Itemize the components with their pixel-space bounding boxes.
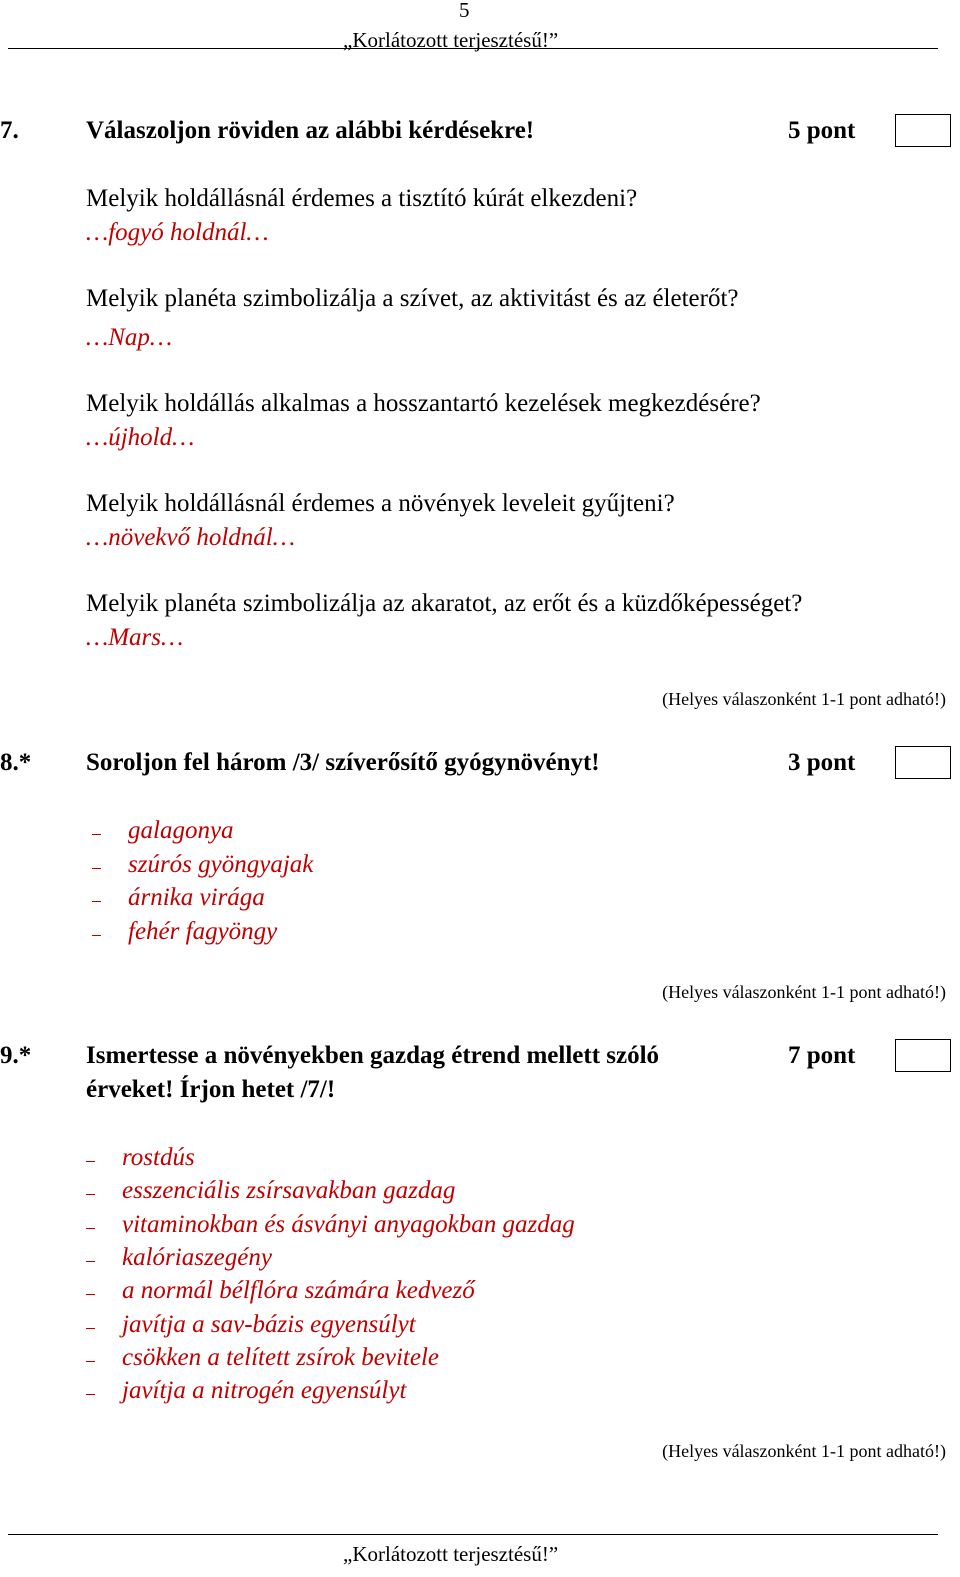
- q7-title: Válaszoljon röviden az alábbi kérdésekre!: [86, 117, 535, 144]
- page-number: 5: [459, 0, 470, 22]
- q8-number: 8.*: [0, 749, 32, 776]
- q8-title: Soroljon fel három /3/ szíverősítő gyógynövényt!: [86, 749, 600, 776]
- list-dash: [86, 1394, 95, 1395]
- q9-title-line-2: érveket! Írjon hetet /7/!: [86, 1076, 336, 1103]
- q9-number: 9.*: [0, 1042, 32, 1069]
- q8-scoring-note: (Helyes válaszonként 1-1 pont adható!): [662, 982, 946, 1002]
- q9-answer-8: javítja a nitrogén egyensúlyt: [122, 1377, 407, 1404]
- q9-answer-6: javítja a sav-bázis egyensúlyt: [122, 1311, 416, 1338]
- footer-notice: „Korlátozott terjesztésű!”: [343, 1542, 559, 1566]
- q7-answer-4: …növekvő holdnál…: [86, 524, 295, 551]
- q9-answer-1: rostdús: [122, 1144, 195, 1171]
- q9-points: 7 pont: [788, 1042, 856, 1069]
- q7-points: 5 pont: [788, 117, 856, 144]
- q7-answer-5: …Mars…: [86, 624, 184, 651]
- list-dash: [86, 1261, 95, 1262]
- list-dash: [86, 1228, 95, 1229]
- q9-answer-5: a normál bélflóra számára kedvező: [122, 1277, 475, 1304]
- list-dash: [86, 1294, 95, 1295]
- q8-points: 3 pont: [788, 749, 856, 776]
- q8-score-box[interactable]: [895, 746, 951, 779]
- q8-answer-2: szúrós gyöngyajak: [128, 851, 314, 878]
- q7-answer-2: …Nap…: [86, 324, 173, 351]
- header-rule: [8, 48, 938, 49]
- q7-answer-1: …fogyó holdnál…: [86, 219, 269, 246]
- q7-question-3: Melyik holdállás alkalmas a hosszantartó kezelések megkezdésére?: [86, 390, 761, 417]
- list-dash: [92, 834, 101, 835]
- list-dash: [92, 901, 101, 902]
- q7-scoring-note: (Helyes válaszonként 1-1 pont adható!): [662, 689, 946, 709]
- list-dash: [92, 935, 101, 936]
- q7-score-box[interactable]: [895, 114, 951, 147]
- q7-number: 7.: [0, 117, 19, 144]
- q7-question-5: Melyik planéta szimbolizálja az akaratot, az erőt és a küzdőképességet?: [86, 590, 803, 617]
- q9-answer-4: kalóriaszegény: [122, 1244, 272, 1271]
- list-dash: [86, 1161, 95, 1162]
- list-dash: [86, 1328, 95, 1329]
- q7-answer-3: …újhold…: [86, 424, 195, 451]
- q8-answer-1: galagonya: [128, 817, 234, 844]
- list-dash: [92, 868, 101, 869]
- header-notice: „Korlátozott terjesztésű!”: [343, 28, 559, 52]
- q9-title-line-1: Ismertesse a növényekben gazdag étrend mellett szóló: [86, 1042, 660, 1069]
- q9-answer-3: vitaminokban és ásványi anyagokban gazdag: [122, 1211, 575, 1238]
- q9-answer-7: csökken a telített zsírok bevitele: [122, 1344, 440, 1371]
- q8-answer-3: árnika virága: [128, 884, 265, 911]
- q7-question-1: Melyik holdállásnál érdemes a tisztító kúrát elkezdeni?: [86, 185, 638, 212]
- q9-score-box[interactable]: [895, 1039, 951, 1072]
- q9-scoring-note: (Helyes válaszonként 1-1 pont adható!): [662, 1441, 946, 1461]
- q7-question-4: Melyik holdállásnál érdemes a növények leveleit gyűjteni?: [86, 490, 675, 517]
- q7-question-2: Melyik planéta szimbolizálja a szívet, az aktivitást és az életerőt?: [86, 285, 739, 312]
- q9-answer-2: esszenciális zsírsavakban gazdag: [122, 1177, 456, 1204]
- list-dash: [86, 1361, 95, 1362]
- q8-answer-4: fehér fagyöngy: [128, 918, 278, 945]
- footer-rule: [8, 1534, 938, 1535]
- list-dash: [86, 1194, 95, 1195]
